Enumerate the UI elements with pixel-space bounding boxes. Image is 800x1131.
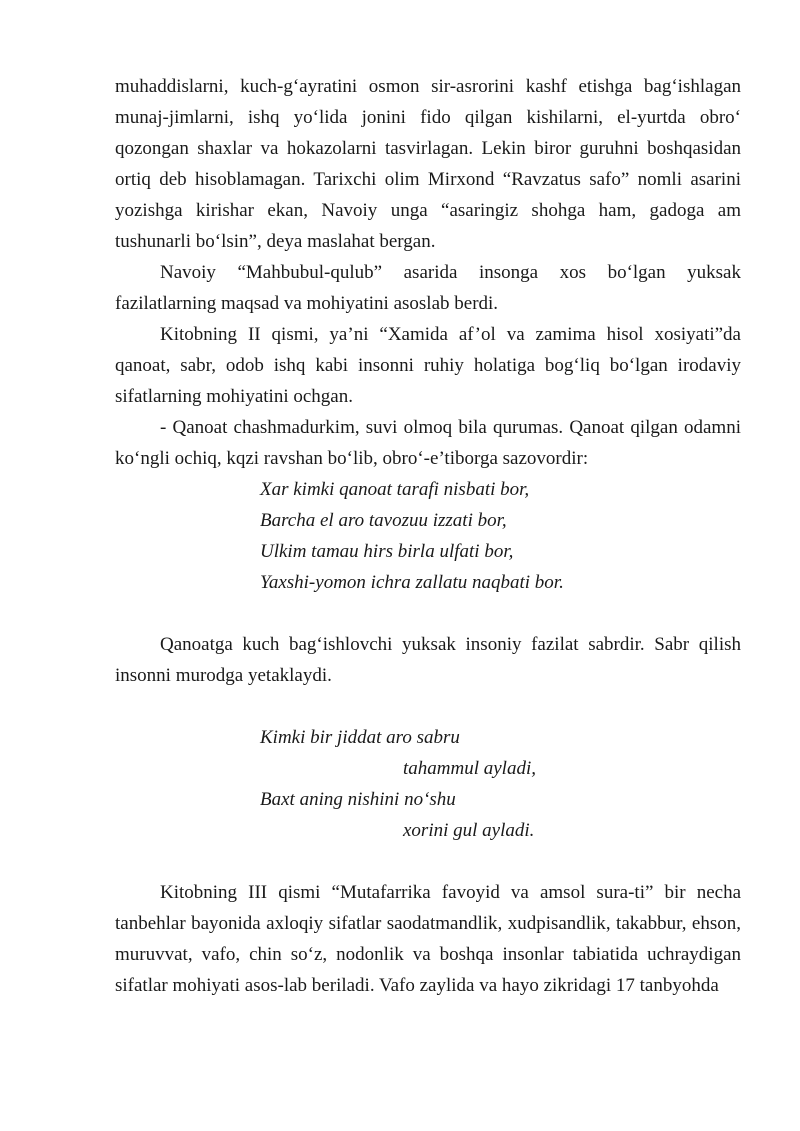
verse-line: Kimki bir jiddat aro sabru (260, 727, 460, 748)
verse-quatrain (115, 474, 741, 598)
paragraph-4: - Qanoat chashmadurkim, suvi olmoq bila qurumas. Qanoat qilgan odamni ko‘ngli ochiq, kqzi ravshan bo‘lib, obro‘-e’tiborga sazovordir: (115, 417, 741, 469)
verse-line-continuation: xorini gul ayladi. (403, 820, 535, 841)
spacer (115, 691, 741, 722)
verse-couplet (115, 722, 741, 846)
paragraph-1: muhaddislarni, kuch-g‘ayratini osmon sir-asrorini kashf etishga bag‘ishlagan munaj-jimlarni, ishq yo‘lida jonini fido qilgan kishilarni, el-yurtda obro‘ qozongan shaxlar va hokazolarni tasvirlagan. Lekin biror guruhni boshqasidan ortiq deb hisoblamagan. Tarixchi olim Mirxond “Ravzatus safo” nomli asarini yozishga kirishar ekan, Navoiy unga “asaringiz shohga ham, gadoga am tushunarli bo‘lsin”, deya maslahat bergan. (115, 76, 741, 252)
spacer (115, 598, 741, 629)
verse-line: Ulkim tamau hirs birla ulfati bor, (260, 541, 514, 562)
verse-line: Yaxshi-yomon ichra zallatu naqbati bor. (260, 572, 564, 593)
paragraph-5: Qanoatga kuch bag‘ishlovchi yuksak insoniy fazilat sabrdir. Sabr qilish insonni murodga yetaklaydi. (115, 634, 741, 686)
page-body (115, 71, 741, 1001)
paragraph-2: Navoiy “Mahbubul-qulub” asarida insonga xos bo‘lgan yuksak fazilatlarning maqsad va mohiyatini asoslab berdi. (115, 262, 741, 314)
spacer (115, 846, 741, 877)
verse-line-continuation: tahammul ayladi, (403, 758, 536, 779)
verse-line: Baxt aning nishini no‘shu (260, 789, 456, 810)
verse-line: Barcha el aro tavozuu izzati bor, (260, 510, 507, 531)
verse-line: Xar kimki qanoat tarafi nisbati bor, (260, 479, 530, 500)
paragraph-3: Kitobning II qismi, ya’ni “Xamida af’ol va zamima hisol xosiyati”da qanoat, sabr, odob ishq kabi insonni ruhiy holatiga bog‘liq bo‘lgan irodaviy sifatlarning mohiyatini ochgan. (115, 324, 741, 407)
paragraph-6: Kitobning III qismi “Mutafarrika favoyid va amsol sura-ti” bir necha tanbehlar bayonida axloqiy sifatlar saodatmandlik, xudpisandlik, takabbur, ehson, muruvvat, vafo, chin so‘z, nodonlik va boshqa insonlar tabiatida uchraydigan sifatlar mohiyati asos-lab beriladi. Vafo zaylida va hayo zikridagi 17 tanbyohda (115, 882, 741, 996)
